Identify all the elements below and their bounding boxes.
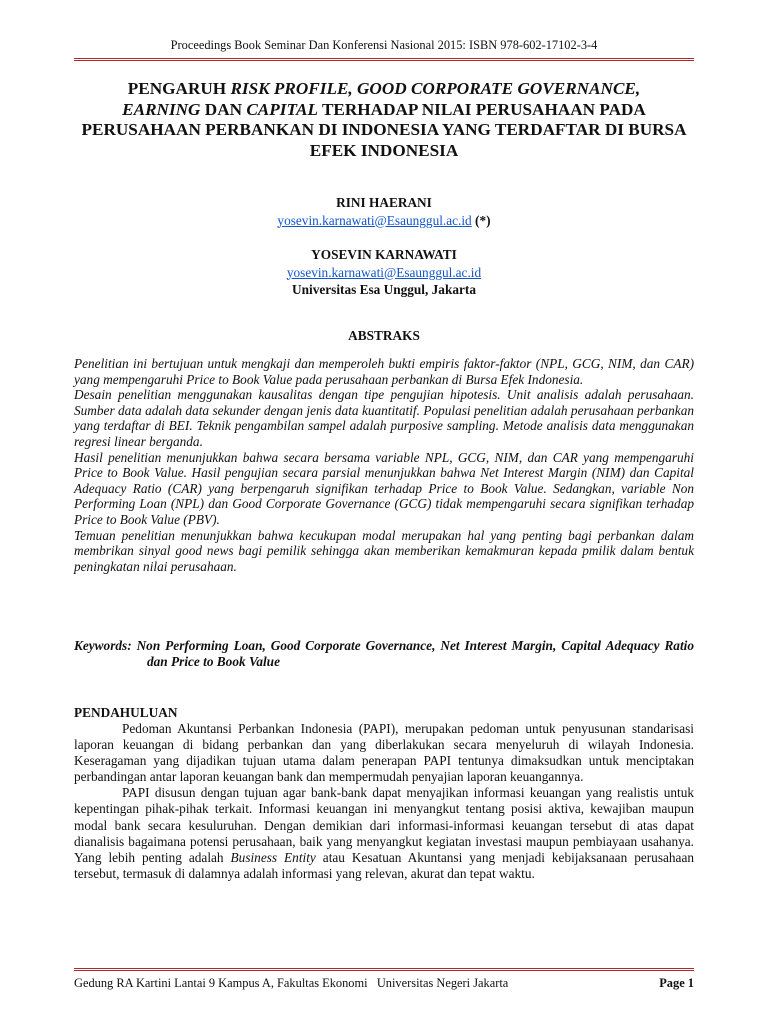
body-text-run: atau Kesatuan Akuntansi yang menjadi kebijaksanaan perusahaan tersebut, termasuk di dalamnya adalah informasi yang relevan, akurat dan tepat waktu.: [74, 849, 694, 881]
footer-address: Gedung RA Kartini Lantai 9 Kampus A, Fakultas Ekonomi Universitas Negeri Jakarta: [74, 976, 509, 990]
body-paragraph: Pedoman Akuntansi Perbankan Indonesia (PAPI), merupakan pedoman untuk penyusunan standarisasi laporan keuangan di bidang perbankan dan yang diberlakukan secara menyeluruh di wilayah Indonesia. Keseragaman yang dijadikan tujuan utama dalam penerapan PAPI tentunya dimaksudkan untuk menciptakan perbandingan antar laporan keuangan bank dan mempermudah penyajian laporan keuangannya.: [74, 721, 694, 785]
abstract-paragraph: Hasil penelitian menunjukkan bahwa secara bersama variable NPL, GCG, NIM, dan CAR yang mempengaruhi Price to Book Value. Hasil pengujian secara parsial menunjukkan bahwa Net Interest Margin (NIM) dan Capital Adequacy Ratio (CAR) yang berpengaruh signifikan terhadap Price to Book Value. Sedangkan, variable Non Performing Loan (NPL) dan Good Corporate Governance (GCG) tidak mempengaruhi secara signifikan terhadap Price to Book Value (PBV).: [74, 449, 694, 527]
author-block: [74, 194, 694, 299]
abstract-heading: ABSTRAKS: [348, 328, 420, 343]
title-part: TERHADAP NILAI PERUSAHAAN PADA PERUSAHAAN PERBANKAN DI INDONESIA YANG TERDAFTAR DI BURSA EFEK INDONESIA: [81, 99, 687, 160]
title-part: DAN: [200, 99, 247, 119]
corresponding-mark: (*): [471, 212, 491, 228]
page-number: Page 1: [659, 976, 694, 990]
body-text-italic: Business Entity: [230, 849, 316, 865]
author-email-link[interactable]: yosevin.karnawati@Esaunggul.ac.id: [286, 264, 482, 280]
abstract-body: [74, 356, 694, 574]
body-paragraph: [74, 785, 694, 882]
title-part: PENGARUH: [127, 79, 231, 98]
author-contact: [74, 212, 694, 230]
title-part-italic: EARNING: [122, 99, 201, 119]
abstract-paragraph: Temuan penelitian menunjukkan bahwa kecukupan modal merupakan hal yang penting bagi perbankan dalam membrikan sinyal good news bagi pemilik sehingga akan memberikan kemakmuran kepada pmilik dalam bentuk peningkatan nilai perusahaan.: [74, 527, 694, 574]
author-name: RINI HAERANI: [336, 195, 432, 210]
author-email-link[interactable]: yosevin.karnawati@Esaunggul.ac.id: [277, 212, 472, 228]
page-footer: [74, 976, 694, 991]
abstract-paragraph: Desain penelitian menggunakan kausalitas dengan tipe pengujian hipotesis. Unit analisis adalah perusahaan. Sumber data adalah data sekunder dengan jenis data kuantitatif. Populasi penelitian adalah perusahaan perbankan yang terdaftar di BEI. Teknik pengambilan sampel adalah purposive sampling. Metode analisis data menggunakan regresi linear berganda.: [74, 387, 694, 449]
affiliation: Universitas Esa Unggul, Jakarta: [292, 282, 476, 297]
body-text-run: PAPI disusun dengan tujuan agar bank-bank dapat menyajikan informasi keuangan yang realistis untuk kepentingan pihak-pihak terkait. Informasi keuangan ini menyangkut tentang posisi aktiva, kewajiban maupun modal bank secara kesuluruhan. Dengan demikian dari informasi-informasi keuangan tersebut di atas dapat dianalisis bagaimana potensi perusahaan, baik yang menyangkut kegiatan investasi maupun pembiayaan usahanya. Yang lebih penting adalah: [74, 785, 694, 865]
spacer: [74, 229, 694, 246]
title-part-italic: CAPITAL: [246, 99, 318, 119]
section-body: [74, 721, 694, 882]
author-name: YOSEVIN KARNAWATI: [311, 247, 457, 262]
section-heading: PENDAHULUAN: [74, 705, 178, 720]
abstract-paragraph: Penelitian ini bertujuan untuk mengkaji dan memperoleh bukti empiris faktor-faktor (NPL, GCG, NIM, dan CAR) yang mempengaruhi Price to Book Value pada perusahaan perbankan di Bursa Efek Indonesia.: [74, 356, 694, 387]
footer-rule: [74, 968, 694, 971]
running-header: Proceedings Book Seminar Dan Konferensi Nasional 2015: ISBN 978-602-17102-3-4: [170, 38, 598, 52]
header-rule: [74, 58, 694, 61]
keywords: Keywords: Non Performing Loan, Good Corporate Governance, Net Interest Margin, Capital Adequacy Ratio dan Price to Book Value: [74, 638, 694, 669]
title-part-italic: RISK PROFILE, GOOD CORPORATE GOVERNANCE,: [230, 79, 641, 98]
paper-title: [74, 79, 694, 161]
